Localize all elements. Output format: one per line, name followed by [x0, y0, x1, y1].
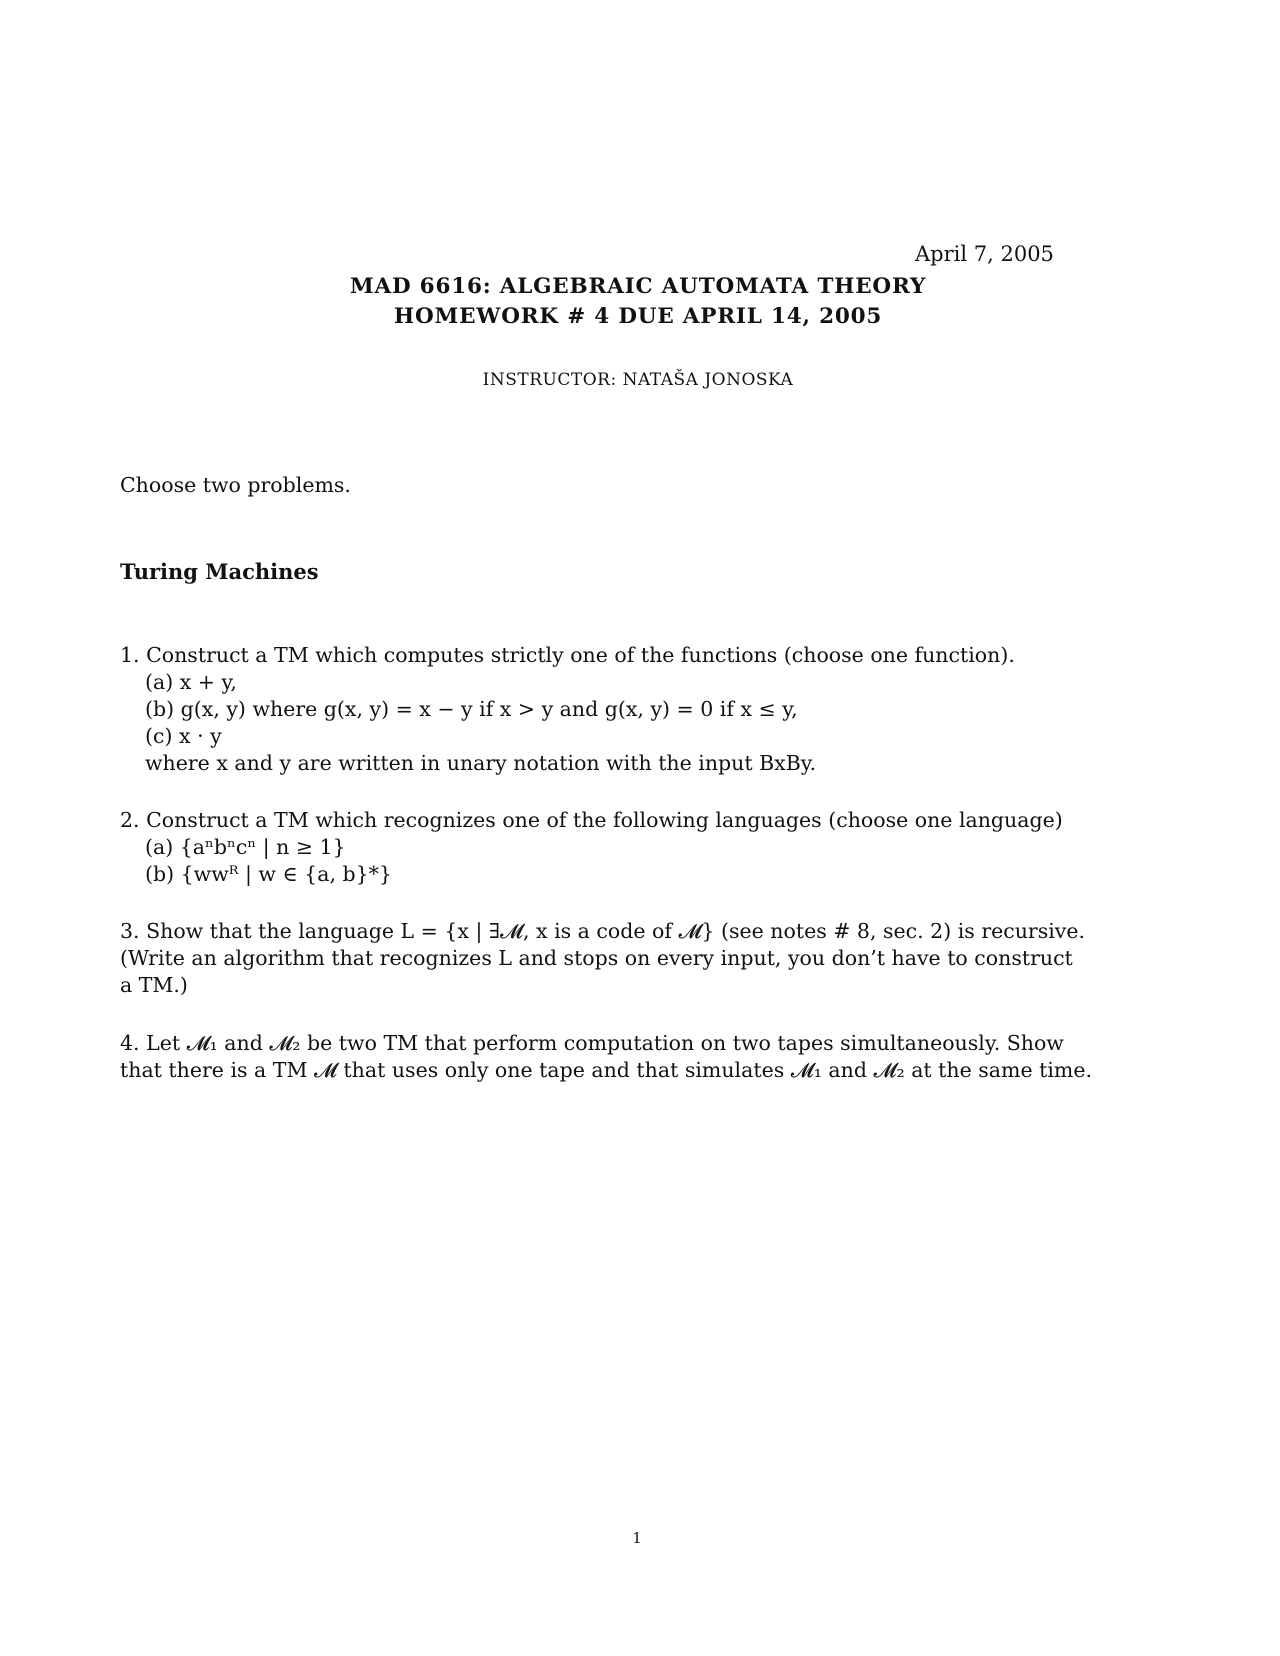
problem-1-line-1: 1. Construct a TM which computes strictly one of the functions (choose one function).: [120, 643, 1015, 667]
problem-3-line-3: a TM.): [120, 973, 188, 997]
problem-3-line-1: 3. Show that the language L = {x | ∃𝓜, x is a code of 𝓜} (see notes # 8, sec. 2) is recursive.: [120, 919, 1086, 943]
section-title: Turing Machines: [120, 559, 319, 584]
instructor-line: INSTRUCTOR: NATAŠA JONOSKA: [482, 370, 794, 390]
problem-1-line-5: where x and y are written in unary notation with the input BxBy.: [145, 751, 817, 775]
page-number: 1: [632, 1529, 642, 1547]
problem-3-line-2: (Write an algorithm that recognizes L and stops on every input, you don’t have to construct: [120, 946, 1073, 970]
homework-title: HOMEWORK # 4 DUE APRIL 14, 2005: [393, 304, 883, 329]
problem-1-line-4: (c) x · y: [145, 724, 222, 748]
course-title: MAD 6616: ALGEBRAIC AUTOMATA THEORY: [349, 274, 927, 299]
problem-1-line-3: (b) g(x, y) where g(x, y) = x − y if x > y and g(x, y) = 0 if x ≤ y,: [145, 697, 798, 721]
problem-1-line-2: (a) x + y,: [145, 670, 237, 694]
problem-4-line-1: 4. Let 𝓜₁ and 𝓜₂ be two TM that perform computation on two tapes simultaneously. Show: [120, 1031, 1064, 1055]
problem-4-line-2: that there is a TM 𝓜 that uses only one tape and that simulates 𝓜₁ and 𝓜₂ at the same time.: [120, 1058, 1092, 1082]
problem-2-line-2: (a) {aⁿbⁿcⁿ | n ≥ 1}: [145, 835, 346, 859]
document-date: April 7, 2005: [915, 242, 1054, 266]
problem-2-line-1: 2. Construct a TM which recognizes one of the following languages (choose one language): [120, 808, 1063, 832]
intro-text: Choose two problems.: [120, 473, 351, 497]
problem-2-line-3: (b) {wwᴿ | w ∈ {a, b}*}: [145, 862, 392, 886]
